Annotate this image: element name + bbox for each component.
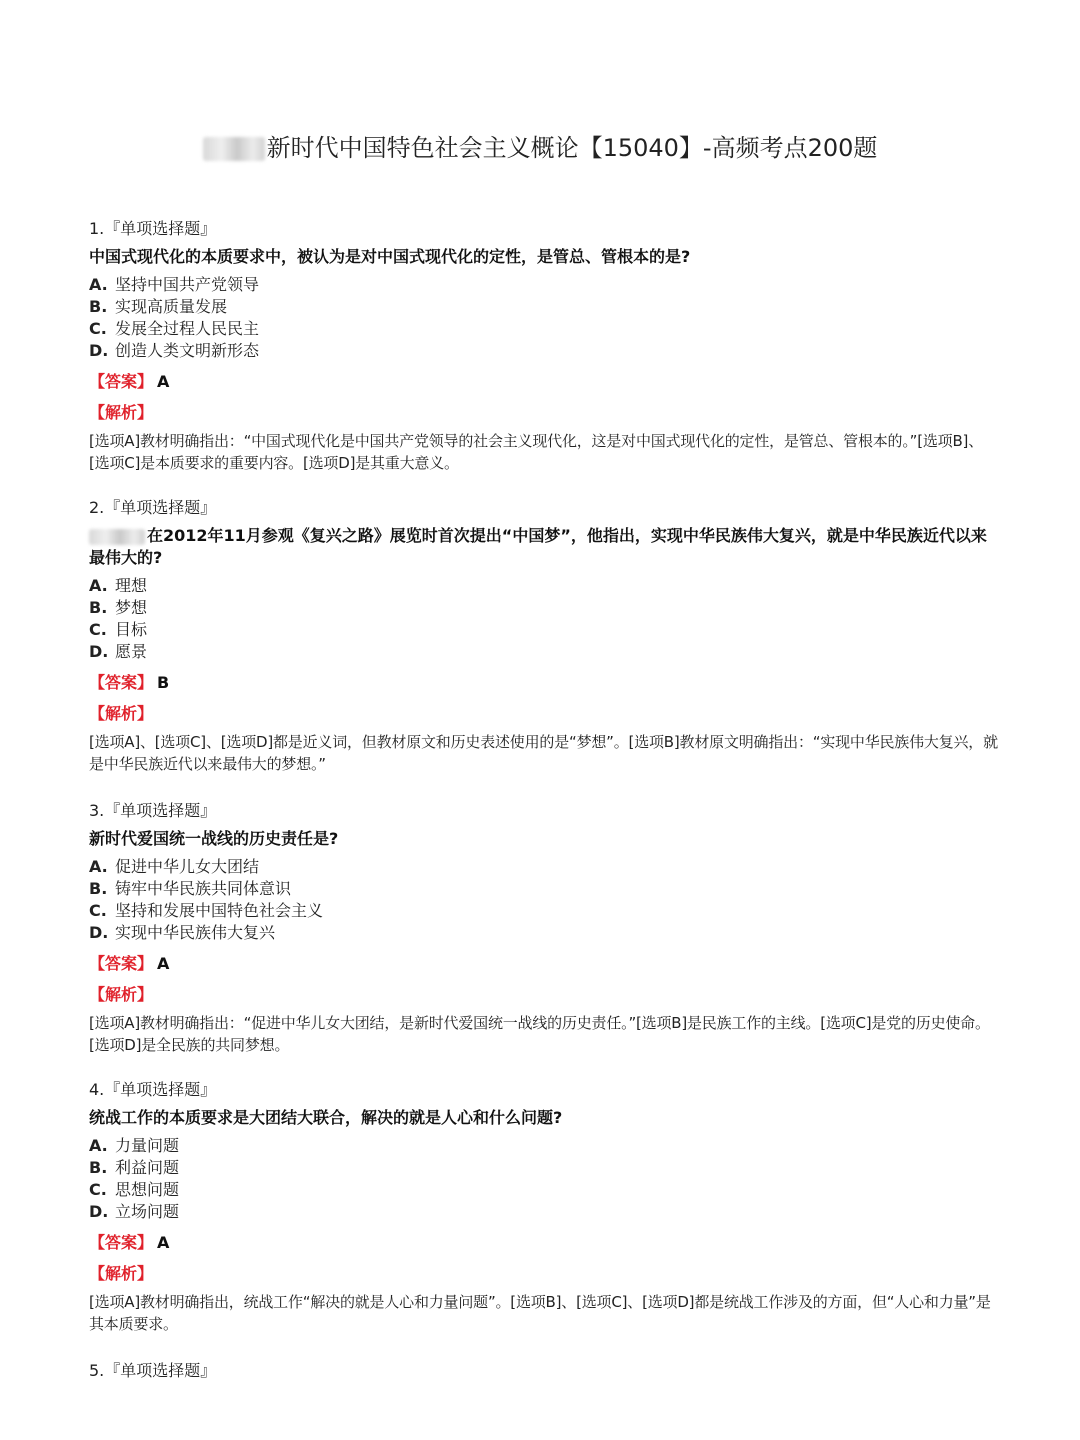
option-b bbox=[89, 597, 999, 619]
option-text: 实现中华民族伟大复兴 bbox=[115, 923, 276, 942]
option-text: 梦想 bbox=[115, 598, 148, 617]
option-text: 创造人类文明新形态 bbox=[115, 341, 260, 360]
option-text: 坚持中国共产党领导 bbox=[115, 275, 260, 294]
answer-row bbox=[89, 1232, 999, 1254]
option-letter: A. bbox=[89, 1136, 108, 1155]
document-title: 新时代中国特色社会主义概论【15040】-高频考点200题 bbox=[266, 134, 878, 162]
option-c bbox=[89, 318, 999, 340]
option-b bbox=[89, 1157, 999, 1179]
option-a bbox=[89, 856, 999, 878]
options-list bbox=[89, 274, 999, 362]
answer-label: 【答案】 bbox=[89, 954, 154, 973]
question-header: 1.『单项选择题』 bbox=[89, 219, 217, 238]
option-a bbox=[89, 575, 999, 597]
option-a bbox=[89, 1135, 999, 1157]
answer-label: 【答案】 bbox=[89, 673, 154, 692]
option-d bbox=[89, 641, 999, 663]
option-d bbox=[89, 922, 999, 944]
question-5 bbox=[89, 1360, 999, 1384]
answer-label: 【答案】 bbox=[89, 372, 154, 391]
explanation-label: 【解析】 bbox=[89, 403, 154, 422]
explanation-text: [选项A]教材明确指出：“促进中华儿女大团结，是新时代爱国统一战线的历史责任。”[选项B]是民族工作的主线。[选项C]是党的历史使命。[选项D]是全民族的共同梦想。 bbox=[89, 1014, 990, 1054]
question-header: 5.『单项选择题』 bbox=[89, 1361, 217, 1380]
option-text: 目标 bbox=[115, 620, 148, 639]
option-letter: C. bbox=[89, 620, 107, 639]
answer-value: A bbox=[157, 954, 170, 973]
option-text: 发展全过程人民民主 bbox=[115, 319, 260, 338]
option-letter: B. bbox=[89, 598, 108, 617]
redacted-image bbox=[89, 529, 145, 545]
explanation-label: 【解析】 bbox=[89, 985, 154, 1004]
question-1 bbox=[89, 218, 999, 474]
option-text: 立场问题 bbox=[115, 1202, 180, 1221]
question-header: 4.『单项选择题』 bbox=[89, 1080, 217, 1099]
explanation-label: 【解析】 bbox=[89, 1264, 154, 1283]
option-b bbox=[89, 296, 999, 318]
option-text: 促进中华儿女大团结 bbox=[115, 857, 260, 876]
option-d bbox=[89, 340, 999, 362]
option-c bbox=[89, 1179, 999, 1201]
explanation-label: 【解析】 bbox=[89, 704, 154, 723]
question-text: 统战工作的本质要求是大团结大联合，解决的就是人心和什么问题? bbox=[89, 1108, 563, 1127]
redacted-image bbox=[203, 137, 265, 161]
option-letter: B. bbox=[89, 297, 108, 316]
answer-value: A bbox=[157, 1233, 170, 1252]
answer-row bbox=[89, 953, 999, 975]
document-title-row bbox=[0, 128, 1080, 168]
answer-value: A bbox=[157, 372, 170, 391]
options-list bbox=[89, 856, 999, 944]
question-header: 2.『单项选择题』 bbox=[89, 498, 217, 517]
option-text: 利益问题 bbox=[115, 1158, 180, 1177]
question-text: 新时代爱国统一战线的历史责任是? bbox=[89, 829, 339, 848]
option-letter: A. bbox=[89, 275, 108, 294]
explanation-text: [选项A]教材明确指出，统战工作“解决的就是人心和力量问题”。[选项B]、[选项C]、[选项D]都是统战工作涉及的方面，但“人心和力量”是其本质要求。 bbox=[89, 1293, 991, 1333]
question-2 bbox=[89, 497, 999, 775]
option-a bbox=[89, 274, 999, 296]
option-text: 坚持和发展中国特色社会主义 bbox=[115, 901, 324, 920]
option-text: 实现高质量发展 bbox=[115, 297, 228, 316]
answer-value: B bbox=[157, 673, 170, 692]
answer-label: 【答案】 bbox=[89, 1233, 154, 1252]
question-header: 3.『单项选择题』 bbox=[89, 801, 217, 820]
option-c bbox=[89, 900, 999, 922]
question-text: 在2012年11月参观《复兴之路》展览时首次提出“中国梦”，他指出，实现中华民族伟大复兴，就是中华民族近代以来最伟大的? bbox=[89, 526, 987, 567]
question-3 bbox=[89, 800, 999, 1056]
option-letter: C. bbox=[89, 1180, 107, 1199]
option-d bbox=[89, 1201, 999, 1223]
options-list bbox=[89, 575, 999, 663]
option-letter: A. bbox=[89, 576, 108, 595]
option-c bbox=[89, 619, 999, 641]
option-letter: D. bbox=[89, 341, 109, 360]
option-letter: C. bbox=[89, 901, 107, 920]
option-letter: D. bbox=[89, 1202, 109, 1221]
option-text: 愿景 bbox=[115, 642, 148, 661]
option-text: 铸牢中华民族共同体意识 bbox=[115, 879, 292, 898]
question-text-row bbox=[89, 525, 999, 569]
question-4 bbox=[89, 1079, 999, 1335]
answer-row bbox=[89, 371, 999, 393]
option-letter: C. bbox=[89, 319, 107, 338]
explanation-text: [选项A]、[选项C]、[选项D]都是近义词，但教材原文和历史表述使用的是“梦想”。[选项B]教材原文明确指出：“实现中华民族伟大复兴，就是中华民族近代以来最伟大的梦想。” bbox=[89, 733, 998, 773]
option-letter: A. bbox=[89, 857, 108, 876]
option-text: 理想 bbox=[115, 576, 148, 595]
explanation-text: [选项A]教材明确指出：“中国式现代化是中国共产党领导的社会主义现代化，这是对中国式现代化的定性，是管总、管根本的。”[选项B]、[选项C]是本质要求的重要内容。[选项D]是其重大意义。 bbox=[89, 432, 984, 472]
question-text: 中国式现代化的本质要求中，被认为是对中国式现代化的定性，是管总、管根本的是? bbox=[89, 247, 691, 266]
option-text: 力量问题 bbox=[115, 1136, 180, 1155]
option-letter: B. bbox=[89, 1158, 108, 1177]
option-letter: B. bbox=[89, 879, 108, 898]
answer-row bbox=[89, 672, 999, 694]
option-b bbox=[89, 878, 999, 900]
option-letter: D. bbox=[89, 642, 109, 661]
option-letter: D. bbox=[89, 923, 109, 942]
option-text: 思想问题 bbox=[115, 1180, 180, 1199]
options-list bbox=[89, 1135, 999, 1223]
